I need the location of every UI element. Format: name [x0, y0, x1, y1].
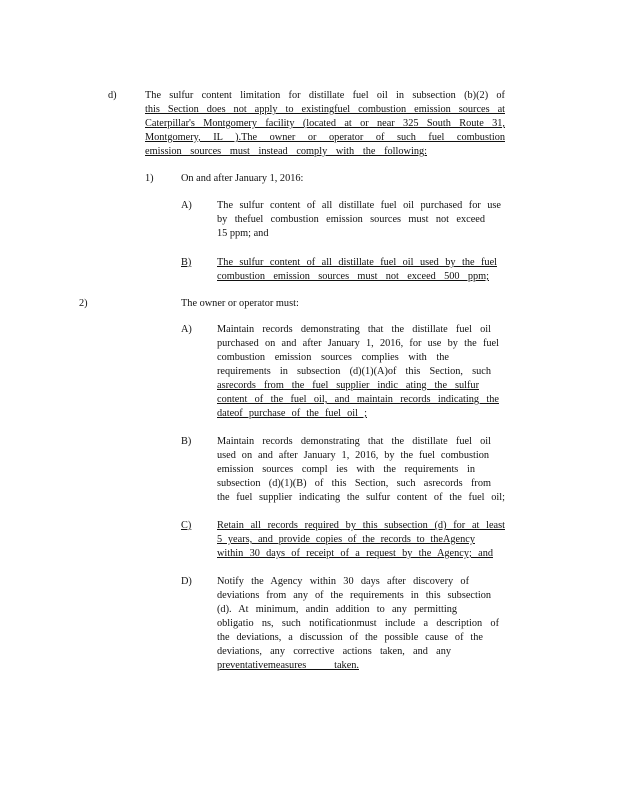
text-line: by thefuel combustion emission sources must not exceed: [217, 214, 485, 225]
item-2a-text: [217, 323, 499, 421]
item-2d-label: D): [181, 576, 192, 587]
text-line: Retain all records required by this subsection (d) for at least: [217, 520, 505, 531]
text-line: The sulfur content of all distillate fuel oil used by the fuel: [217, 257, 497, 268]
text-line: this Section does not apply to existingfuel combustion emission sources at: [145, 104, 505, 115]
item-2-text: The owner or operator must:: [181, 298, 299, 309]
item-1a-text: [217, 199, 501, 241]
item-2-label: 2): [79, 298, 88, 309]
text-line: obligatio ns, such notificationmust include a description of: [217, 618, 499, 629]
text-line: Notify the Agency within 30 days after discovery of: [217, 576, 469, 587]
item-2b-label: B): [181, 436, 192, 447]
text-line: within 30 days of receipt of a request by the Agency; and: [217, 548, 493, 559]
subsection-d-text: [145, 89, 505, 159]
item-1b-label: B): [181, 257, 192, 268]
text-line: Caterpillar's Montgomery facility (located at or near 325 South Route 31,: [145, 118, 505, 129]
item-1-text: On and after January 1, 2016:: [181, 173, 304, 184]
item-1b-text: [217, 256, 497, 284]
text-line: the fuel supplier indicating the sulfur content of the fuel oil;: [217, 492, 505, 503]
text-line: used on and after January 1, 2016, by the fuel combustion: [217, 450, 489, 461]
text-line: 15 ppm; and: [217, 228, 269, 239]
text-line: purchased on and after January 1, 2016, for use by the fuel: [217, 338, 499, 349]
text-line: emission sources compl ies with the requirements in: [217, 464, 475, 475]
text-line: Montgomery, IL ).The owner or operator of such fuel combustion: [145, 132, 505, 143]
item-2c-label: C): [181, 520, 192, 531]
text-line: (d). At minimum, andin addition to any permitting: [217, 604, 457, 615]
item-2b-text: [217, 435, 505, 505]
item-2c-text: [217, 519, 505, 561]
text-line: preventativemeasures taken.: [217, 660, 359, 671]
text-line: subsection (d)(1)(B) of this Section, such asrecords from: [217, 478, 491, 489]
text-line: The sulfur content limitation for distillate fuel oil in subsection (b)(2) of: [145, 90, 505, 101]
text-line: dateof purchase of the fuel oil ;: [217, 408, 367, 419]
text-line: The sulfur content of all distillate fuel oil purchased for use: [217, 200, 501, 211]
item-1a-label: A): [181, 200, 192, 211]
text-line: combustion emission sources complies with the: [217, 352, 449, 363]
text-line: requirements in subsection (d)(1)(A)of this Section, such: [217, 366, 491, 377]
item-2d-text: [217, 575, 499, 673]
text-line: 5 years, and provide copies of the records to theAgency: [217, 534, 475, 545]
text-line: the deviations, a discussion of the possible cause of the: [217, 632, 483, 643]
item-1-label: 1): [145, 173, 154, 184]
text-line: emission sources must instead comply with the following:: [145, 146, 427, 157]
text-line: Maintain records demonstrating that the distillate fuel oil: [217, 324, 491, 335]
item-2a-label: A): [181, 324, 192, 335]
text-line: content of the fuel oil, and maintain records indicating the: [217, 394, 499, 405]
text-line: asrecords from the fuel supplier indic ating the sulfur: [217, 380, 479, 391]
text-line: Maintain records demonstrating that the distillate fuel oil: [217, 436, 491, 447]
text-line: combustion emission sources must not exceed 500 ppm;: [217, 271, 489, 282]
subsection-d-label: d): [108, 90, 117, 101]
text-line: deviations, any corrective actions taken, and any: [217, 646, 451, 657]
text-line: deviations from any of the requirements in this subsection: [217, 590, 491, 601]
